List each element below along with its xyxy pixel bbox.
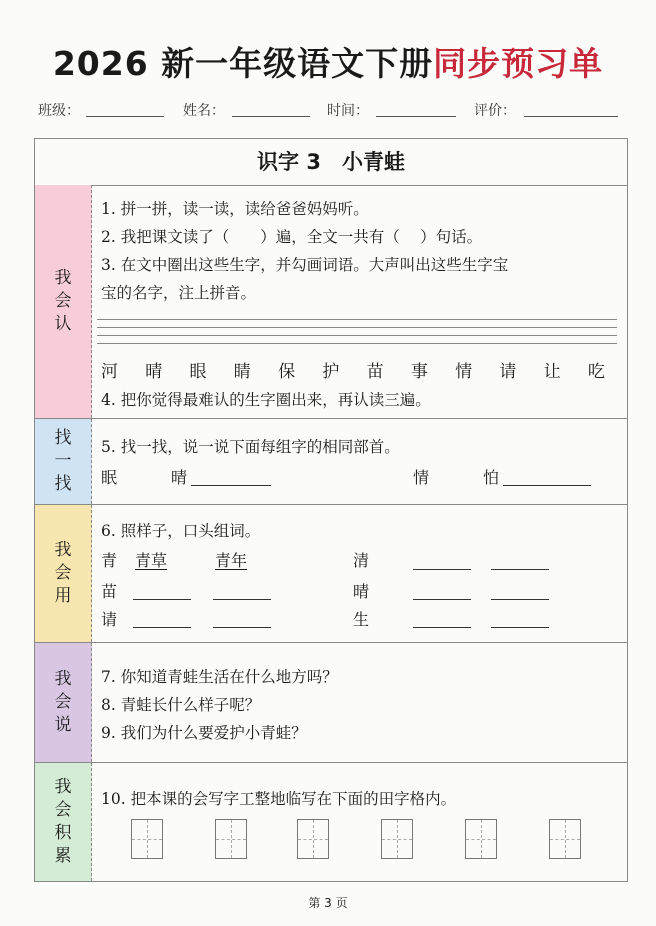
section-say [35, 643, 627, 763]
tianzige-box[interactable] [549, 819, 581, 859]
lesson-title: 识字 3 小青蛙 [35, 139, 627, 186]
word-char: 请 [101, 610, 118, 629]
word-blank[interactable] [413, 569, 471, 570]
tianzige-box[interactable] [465, 819, 497, 859]
tianzige-box[interactable] [215, 819, 247, 859]
character: 晴 [145, 362, 163, 382]
tab-char: 一 [54, 451, 72, 471]
section-tab-find [35, 419, 92, 504]
character: 河 [101, 362, 118, 382]
title-main: 2026 新一年级语文下册 [52, 44, 434, 83]
question-8: 8. 青蛙长什么样子呢？ [101, 696, 261, 714]
pair-left-b: 晴 [171, 468, 188, 487]
tab-char: 用 [54, 586, 72, 606]
class-blank[interactable] [86, 116, 164, 117]
pinyin-line [97, 319, 617, 320]
tianzige-box[interactable] [297, 819, 329, 859]
word-blank[interactable] [491, 627, 549, 628]
tab-char: 会 [54, 800, 72, 820]
question-5: 5. 找一找，说一说下面每组字的相同部首。 [101, 438, 400, 456]
word-blank[interactable] [491, 599, 549, 600]
character: 保 [278, 362, 296, 382]
time-label: 时间： [327, 103, 369, 119]
pinyin-line [97, 327, 617, 328]
radical-blank-left[interactable] [191, 485, 271, 486]
name-label: 姓名： [183, 103, 225, 119]
character: 让 [543, 362, 561, 382]
tab-char: 我 [54, 268, 72, 288]
section-tab-use [35, 505, 92, 642]
title-highlight: 同步预习单 [433, 44, 604, 83]
tab-char: 积 [54, 823, 72, 843]
section-tab-say [35, 643, 92, 762]
worksheet-table [34, 138, 628, 882]
pair-right-a: 情 [413, 468, 430, 487]
pinyin-line [97, 343, 617, 344]
word-blank[interactable] [491, 569, 549, 570]
character: 护 [322, 362, 340, 382]
section-find [35, 419, 627, 505]
tab-char: 我 [54, 669, 72, 689]
tab-char: 我 [54, 540, 72, 560]
tab-char: 找 [54, 474, 72, 494]
question-4: 4. 把你觉得最难认的生字圈出来，再认读三遍。 [101, 391, 431, 409]
class-label: 班级： [38, 103, 80, 119]
question-7: 7. 你知道青蛙生活在什么地方吗？ [101, 668, 338, 686]
word-blank[interactable] [133, 599, 191, 600]
question-3a: 3. 在文中圈出这些生字，并勾画词语。大声叫出这些生字宝 [101, 256, 509, 274]
character: 眼 [189, 362, 207, 382]
question-6: 6. 照样子，口头组词。 [101, 522, 261, 540]
page-number: 第 3 页 [308, 896, 348, 910]
tianzige-box[interactable] [131, 819, 163, 859]
pair-left-a: 眠 [101, 468, 118, 487]
pair-right-b: 怕 [483, 468, 500, 487]
eval-label: 评价： [474, 103, 516, 119]
word-blank[interactable] [213, 599, 271, 600]
character: 苗 [366, 362, 384, 382]
character: 事 [410, 362, 428, 382]
character: 睛 [233, 362, 251, 382]
section-tab-accumulate [35, 763, 92, 881]
word-char: 晴 [353, 582, 370, 601]
word-char: 生 [353, 610, 370, 629]
tab-char: 说 [54, 715, 72, 735]
word-blank[interactable] [413, 627, 471, 628]
example-word: 青草 [135, 551, 168, 570]
pinyin-line [97, 335, 617, 336]
tab-char: 我 [54, 777, 72, 797]
question-10: 10. 把本课的会写字工整地临写在下面的田字格内。 [101, 790, 457, 808]
question-2: 2. 我把课文读了（ ）遍，全文一共有（ ）句话。 [101, 228, 483, 246]
question-1: 1. 拼一拼，读一读，读给爸爸妈妈听。 [101, 200, 369, 218]
tab-char: 会 [54, 692, 72, 712]
tab-char: 累 [54, 846, 72, 866]
tab-char: 会 [54, 291, 72, 311]
question-3b: 宝的名字，注上拼音。 [101, 284, 257, 302]
tab-char: 认 [54, 314, 72, 334]
section-recognize [35, 185, 627, 419]
worksheet-title [0, 38, 656, 85]
tianzige-box[interactable] [381, 819, 413, 859]
character: 情 [455, 362, 473, 382]
word-char: 清 [353, 551, 370, 570]
example-word: 青年 [215, 551, 248, 570]
word-blank[interactable] [413, 599, 471, 600]
word-blank[interactable] [213, 627, 271, 628]
section-use [35, 505, 627, 643]
word-char: 苗 [101, 582, 118, 601]
name-blank[interactable] [232, 116, 310, 117]
eval-blank[interactable] [524, 116, 618, 117]
tab-char: 会 [54, 563, 72, 583]
character: 吃 [587, 362, 605, 382]
character: 请 [499, 362, 517, 382]
word-blank[interactable] [133, 627, 191, 628]
word-char: 青 [101, 551, 118, 570]
new-characters-row [101, 357, 605, 382]
radical-blank-right[interactable] [503, 485, 591, 486]
section-tab-recognize [35, 185, 92, 418]
question-9: 9. 我们为什么要爱护小青蛙？ [101, 724, 307, 742]
section-accumulate [35, 763, 627, 881]
time-blank[interactable] [376, 116, 456, 117]
tab-char: 找 [54, 428, 72, 448]
